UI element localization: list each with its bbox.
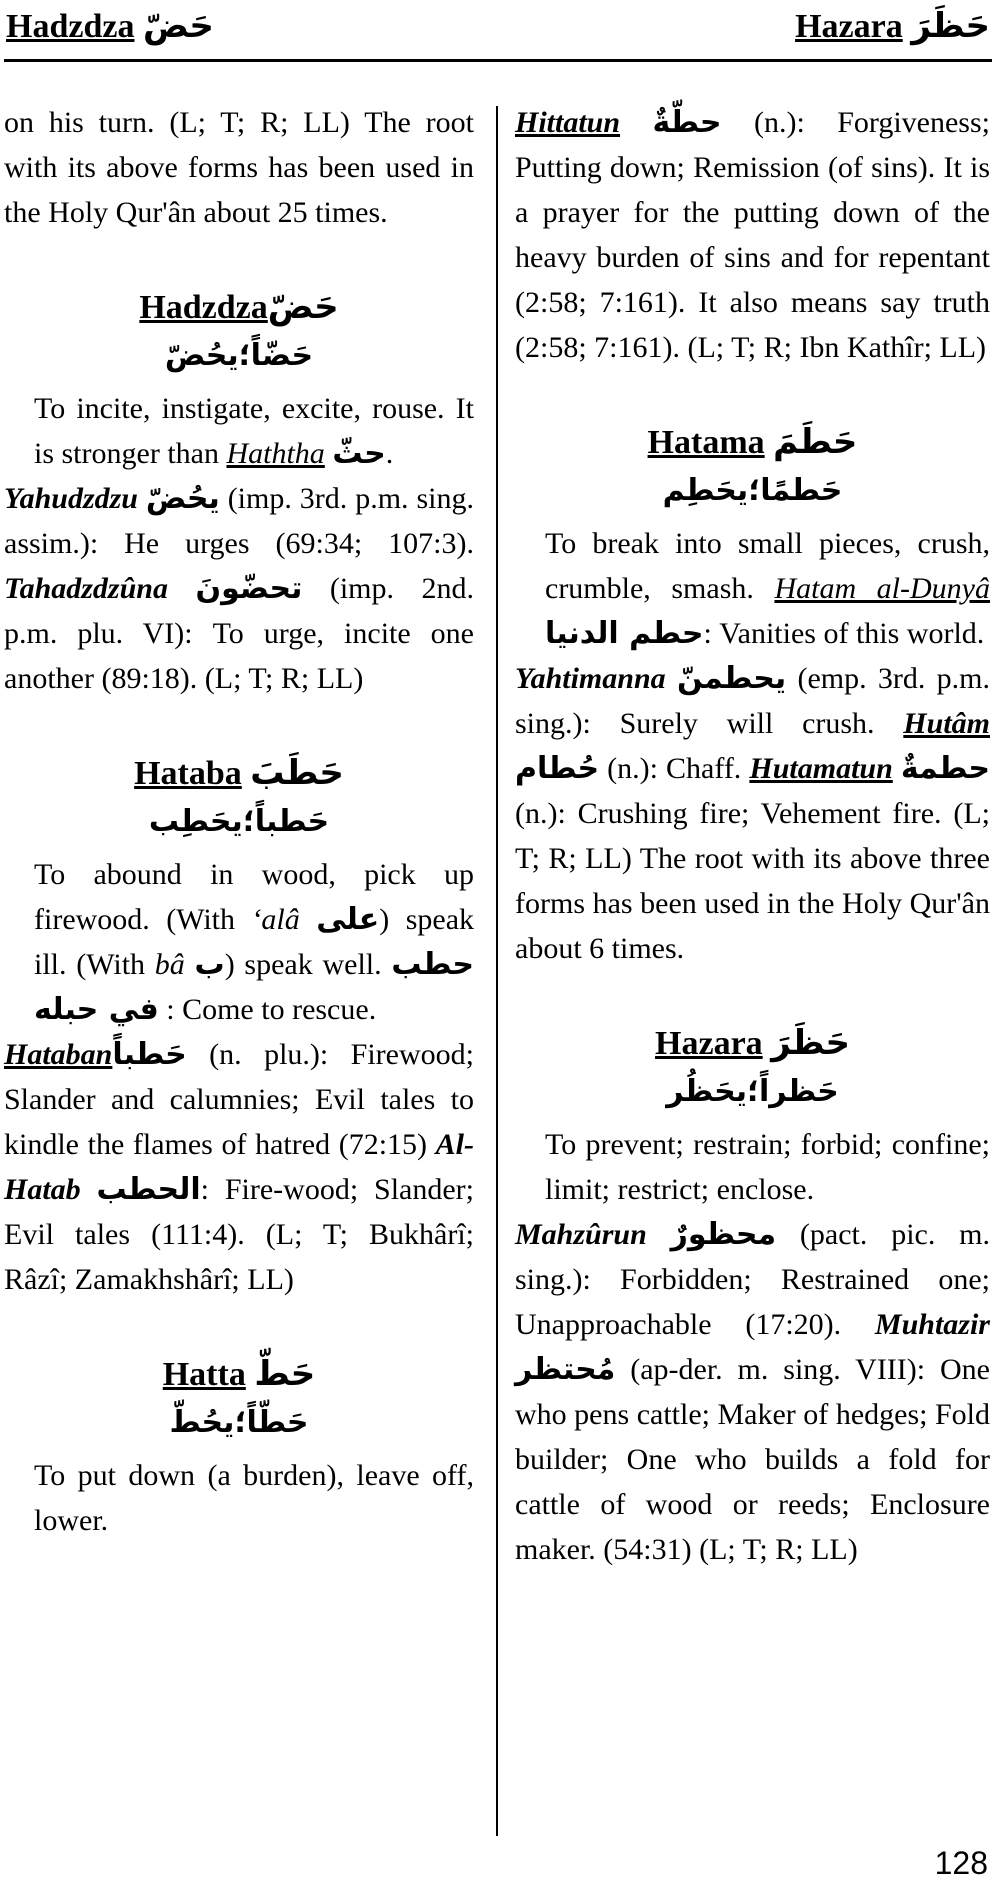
header-left-arabic: حَضّ [142, 6, 214, 46]
definition-arabic: ب [194, 947, 225, 982]
definition [545, 521, 990, 656]
derivative-term: Mahzûrun [515, 1218, 647, 1251]
header-left-roman: Hadzdza [6, 8, 135, 45]
root-forms: حَطباً؛يحَطِب [148, 804, 330, 839]
page-number: 128 [934, 1845, 988, 1881]
column-divider [496, 106, 498, 1836]
derivative-term: Al-Hatab [4, 1128, 474, 1206]
headword-arabic: حَظَرَ [771, 1023, 850, 1063]
headword-hatta [4, 1352, 474, 1397]
headword-roman: Hadzdza [139, 289, 268, 326]
headword-roman: Hatta [162, 1356, 246, 1393]
entry-hazara [515, 1021, 990, 1118]
derivative-arabic: حطّةٌ [652, 105, 722, 140]
derivative-arabic: يحطمنّ [676, 661, 787, 696]
root-forms: حَطّاً؛يحُطّ [169, 1405, 309, 1440]
headword-hazara [515, 1021, 990, 1066]
headword-roman: Hatama [647, 424, 765, 461]
derivative-term: Yahudzdzu [4, 482, 138, 515]
derivative-text: (pact. pic. m. sing.): Forbidden; Restrained one; Unapproachable (17:20). [515, 1218, 990, 1341]
definition-italic: ‘alâ [251, 903, 300, 936]
definition-term: Haththa [226, 437, 325, 470]
headword-roman: Hataba [134, 755, 242, 792]
definition-arabic: حطم الدنيا [545, 616, 704, 651]
definition-arabic: حثّ [332, 436, 386, 471]
headword-hatama [515, 420, 990, 465]
derivative-text: (ap-der. m. sing. VIII): One who pens cattle; Maker of hedges; Fold builder; One who builds a fold for cattle of wood or reeds; Enclosure maker. (54:31) (L; T; R; LL) [515, 1353, 990, 1566]
derivative-text: (n.): Chaff. [599, 752, 750, 785]
root-forms: حَطمًا؛يحَطِم [662, 473, 843, 508]
entry-hatta [4, 1352, 474, 1449]
derivatives [515, 1212, 990, 1572]
entry-hatama [515, 420, 990, 517]
entry-hadzdza [4, 285, 474, 382]
definition-arabic: حطب في حبله [34, 947, 474, 1027]
headword-roman: Hazara [655, 1025, 763, 1062]
definition: To put down (a burden), leave off, lower. [34, 1459, 474, 1537]
headword-arabic: حَطَمَ [773, 422, 858, 462]
definition-italic: bâ [154, 948, 185, 981]
derivative-arabic: حُطام [515, 751, 600, 786]
derivative-arabic: الحطب [96, 1172, 201, 1207]
header-right-arabic: حَظَرَ [911, 6, 990, 46]
definition-end: . [385, 437, 394, 470]
derivative-term: Tahadzdzûna [4, 572, 168, 605]
headword-arabic: حَضّ [267, 287, 339, 327]
derivative-term: Hataban [4, 1038, 113, 1071]
definition-text: ) speak ill. (With [34, 903, 475, 981]
hittatun-paragraph [515, 100, 990, 370]
derivative-arabic: محظورٌ [670, 1217, 777, 1252]
headword-arabic: حَطّ [254, 1354, 316, 1394]
derivative-arabic: يحُضّ [145, 481, 220, 516]
definition: To prevent; restrain; forbid; confine; limit; restrict; enclose. [545, 1128, 990, 1206]
derivatives [4, 476, 474, 701]
derivative-text: (n.): Forgiveness; Putting down; Remission (of sins). It is a prayer for the putting down of the heavy burden of sins and for repentant (2:58; 7:161). It also means say truth (2:58; 7:161). (L; T; R; Ibn Kathîr; LL) [515, 106, 990, 364]
running-header [0, 0, 990, 60]
definition-text: : Vanities of this world. [703, 617, 985, 650]
derivative-arabic: تحضّونَ [195, 571, 303, 606]
derivative-term: Yahtimanna [515, 662, 666, 695]
root-forms: حَضّاً؛يحُضّ [164, 338, 314, 373]
definition-text: To incite, instigate, excite, rouse. It is stronger than [34, 392, 474, 470]
header-left [6, 6, 214, 46]
derivative-arabic: حَطباً [112, 1037, 187, 1072]
header-right [795, 6, 990, 46]
derivatives [515, 656, 990, 971]
definition-term: Hatam al-Dunyâ [774, 572, 990, 605]
entry-hataba [4, 751, 474, 848]
derivative-text: (n. plu.): Firewood; Slander and calumnies; Evil tales to kindle the flames of hatred (72:15) [4, 1038, 474, 1161]
definition-text: : Come to rescue. [158, 993, 377, 1026]
derivative-arabic: مُحتظر [515, 1352, 616, 1387]
derivative-term: Muhtazir [874, 1308, 990, 1341]
definition-arabic: على [316, 902, 380, 937]
definition-text: ) speak well. [224, 948, 392, 981]
headword-arabic: حَطَبَ [250, 753, 344, 793]
derivative-term: Hittatun [515, 106, 621, 139]
left-column [4, 100, 474, 1543]
derivative-arabic: حطمةٌ [900, 751, 990, 786]
headword-hataba [4, 751, 474, 796]
derivative-text: : Fire-wood; Slander; Evil tales (111:4). (L; T; Bukhârî; Râzî; Zamakhshârî; LL) [4, 1173, 474, 1296]
definition [34, 852, 474, 1032]
definition-text: To abound in wood, pick up firewood. (With [34, 858, 474, 936]
derivative-text: (imp. 3rd. p.m. sing. assim.): He urges (69:34; 107:3). [4, 482, 474, 560]
derivative-text: (n.): Crushing fire; Vehement fire. (L; T; R; LL) The root with its above three forms has been used in the Holy Qur'ân about 6 times. [515, 797, 990, 965]
headword-hadzdza [4, 285, 474, 330]
derivatives [4, 1032, 474, 1302]
definition [34, 386, 474, 476]
derivative-text: (emp. 3rd. p.m. sing.): Surely will crush. [515, 662, 991, 740]
header-rule [4, 59, 992, 62]
header-right-roman: Hazara [795, 8, 903, 45]
derivative-term: Hutamatun [749, 752, 893, 785]
right-column [515, 100, 990, 1572]
intro-paragraph: on his turn. (L; T; R; LL) The root with its above forms has been used in the Holy Qur'ân about 25 times. [4, 106, 474, 229]
definition-text: To break into small pieces, crush, crumble, smash. [545, 527, 990, 605]
derivative-text: (imp. 2nd. p.m. plu. VI): To urge, incite one another (89:18). (L; T; R; LL) [4, 572, 474, 695]
derivative-term: Hutâm [903, 707, 990, 740]
root-forms: حَظراً؛يحَظُر [666, 1074, 839, 1109]
